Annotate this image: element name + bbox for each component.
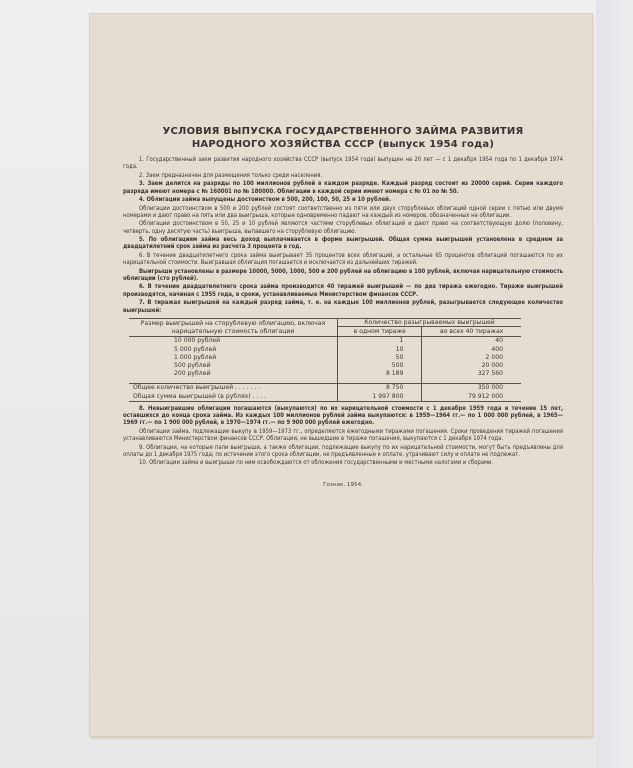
paragraph: Облигации достоинством в 50, 25 и 10 рублей являются частями сторублевых облигаций и дают право на соответствующую долю (половину, четверть, одну десятую часть) выигрыша, выпавшего на сторублевую облигацию. xyxy=(123,221,563,235)
paragraph: 4. Облигации займа выпущены достоинством в 500, 200, 100, 50, 25 и 10 рублей. xyxy=(139,197,391,204)
printer-imprint: Гознак. 1954. xyxy=(323,481,363,488)
total-sum-all: 79 912 000 xyxy=(422,393,521,402)
table-row xyxy=(129,337,521,346)
total-count-one: 8 750 xyxy=(338,384,422,393)
prize-label: 5 000 рублей xyxy=(174,345,217,353)
prize-label: 1 000 рублей xyxy=(174,353,217,361)
table-header-prize-size: Размер выигрышей на сторублевую облигацию, включая нарицательную стоимость облигации xyxy=(129,318,338,337)
prize-table xyxy=(129,318,521,402)
paragraph: 6. В течение двадцатилетнего срока займа производится 40 тиражей выигрышей — по два тиража ежегодно. Тиражи выигрышей производятся, начиная с 1955 года, в сроки, устанавливаемые Министерством финансов СССР. xyxy=(123,284,563,298)
paragraph: 1. Государственный заем развития народного хозяйства СССР (выпуск 1954 года) выпущен на 20 лет — с 1 декабря 1954 года по 1 декабря 1974 года. xyxy=(123,157,563,171)
paragraph: 8. Невыигравшие облигации погашаются (выкупаются) по их нарицательной стоимости с 1 декабря 1959 года в течение 15 лет, оставшихся до конца срока займа. Из каждых 100 миллионов рублей займа выкупаются: в 1959—1964 гг.— по 1 000 000 рублей, в 1965—1969 гг.— по 1 900 000 рублей, в 1970—1974 гг.— по 9 900 000 рублей ежегодно. xyxy=(123,405,563,427)
prize-label: 10 000 рублей xyxy=(174,337,221,345)
paragraph: 2. Заем предназначен для размещения только среди населения. xyxy=(139,172,323,179)
prize-count-all: 2 000 xyxy=(422,354,521,362)
table-row-total-sum xyxy=(129,393,521,402)
title-line-1: УСЛОВИЯ ВЫПУСКА ГОСУДАРСТВЕННОГО ЗАЙМА РАЗВИТИЯ xyxy=(162,126,524,137)
table-row xyxy=(129,370,521,384)
bond-sheet xyxy=(90,14,592,736)
prize-count-one: 50 xyxy=(338,354,422,362)
prize-count-one: 1 xyxy=(338,337,422,346)
table-header-all-draws: во всех 40 тиражах xyxy=(422,327,521,337)
table-row xyxy=(129,346,521,354)
paragraph: 3. Заем делится на разряды по 100 миллионов рублей в каждом разряде. Каждый разряд состоит из 20000 серий. Серии каждого разряда имеют номера с № 160001 по № 180000. Облигации в каждой серии имеют номера с № 01 по № 50. xyxy=(123,181,563,195)
paragraph: 5. По облигациям займа весь доход выплачивается в форме выигрышей. Общая сумма выигрышей установлена в среднем за двадцатилетний срок займа из расчета 3 процента в год. xyxy=(123,237,563,251)
total-sum-one: 1 997 800 xyxy=(338,393,422,402)
prize-label: 500 рублей xyxy=(174,361,211,369)
paragraph: 6. В течение двадцатилетнего срока займа выигрывает 35 процентов всех облигаций, а остальные 65 процентов облигаций погашаются по их нарицательной стоимости. Выигравшая облигация погашается и исключается из дальнейших тиражей. xyxy=(123,252,563,267)
total-sum-label: Общая сумма выигрышей (в рублях) . . . . xyxy=(129,393,338,402)
prize-count-all: 327 560 xyxy=(422,370,521,384)
document-title xyxy=(123,126,563,151)
table-row xyxy=(129,362,521,370)
paragraph: Выигрыши установлены в размере 10000, 5000, 1000, 500 и 200 рублей на облигацию в 100 рублей, включая нарицательную стоимость облигации (сто рублей). xyxy=(123,268,563,282)
table-header-one-draw: в одном тираже xyxy=(338,327,422,337)
paragraph: 7. В тиражах выигрышей на каждый разряд займа, т. е. на каждые 100 миллионов рублей, разыгрывается следующее количество выигрышей: xyxy=(123,300,563,314)
paragraph: Облигации достоинством в 500 и 200 рублей состоят соответственно из пяти или двух сторублевых облигаций одной серии с пятью или двумя номерами и дают право на пять или два выигрыша, которые одновременно падают на каждый из номеров, обозначенных на облигации. xyxy=(123,205,563,219)
prize-count-one: 10 xyxy=(338,346,422,354)
prize-count-one: 8 189 xyxy=(338,370,422,384)
total-count-all: 350 000 xyxy=(422,384,521,393)
bond-terms xyxy=(123,126,563,488)
table-header-count-group: Количество разыгрываемых выигрышей xyxy=(338,318,522,327)
paragraph: 9. Облигации, на которые пали выигрыши, а также облигации, подлежащие выкупу по их нарицательной стоимости, могут быть предъявлены для оплаты до 1 декабря 1975 года; по истечении этого срока облигации, не предъявленные к оплате, утрачивают силу и оплате не подлежат. xyxy=(123,444,563,458)
paragraph: Облигации займа, подлежащие выкупу в 1959—1973 гг., определяются ежегодными тиражами погашения. Сроки проведения тиражей погашения устанавливаются Министерством финансов СССР. Облигации, не вышедшие в тираже погашения, выкупаются с 1 декабря 1974 года. xyxy=(123,428,563,443)
total-count-label: Общее количество выигрышей . . . . . . . xyxy=(129,384,338,393)
title-line-2: НАРОДНОГО ХОЗЯЙСТВА СССР (выпуск 1954 года) xyxy=(191,138,495,150)
paragraph: 10. Облигации займа и выигрыши по ним освобождаются от обложения государственными и местными налогами и сборами. xyxy=(139,460,494,467)
table-row xyxy=(129,354,521,362)
prize-count-all: 20 000 xyxy=(422,362,521,370)
scan-edge-stripe xyxy=(596,0,633,768)
prize-label: 200 рублей xyxy=(174,370,211,378)
prize-count-one: 500 xyxy=(338,362,422,370)
table-row-total-count xyxy=(129,384,521,393)
prize-count-all: 40 xyxy=(422,337,521,346)
prize-count-all: 400 xyxy=(422,346,521,354)
